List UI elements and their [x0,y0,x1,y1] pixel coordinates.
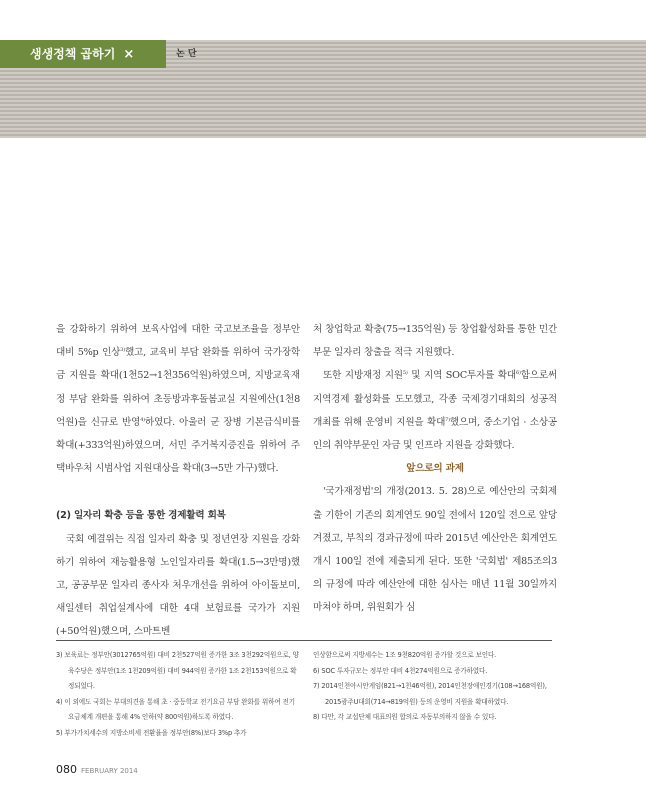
page-number: 080 [56,763,77,776]
footnote-divider [56,640,552,641]
footnote-7: 7) 2014인천아시안게임(821→1천46억원), 2014인천장애인경기(108→168억원), 2015광주U대회(714→819억원) 등의 운영비 지원을 확대하였다. [313,682,547,706]
footnotes-left [56,648,300,742]
footnote-ref-3: 3) [120,347,125,354]
issue-label: FEBRUARY 2014 [81,767,138,775]
footnote-5: 5) 부가가치세수의 지방소비세 전환율을 정부안(8%)보다 3%p 추가 [56,728,247,737]
left-paragraph-2: 국회 예결위는 직접 일자리 확충 및 정년연장 지원을 강화하기 위하여 재능활용형 노인일자리를 확대(1.5→3만명)했고, 공공부문 일자리 종사자 처우개선을 위하여 아이돌보미, 새일센터 취업설계사에 대한 4대 보험료를 국가가 지원(+50억원)했으며, 스마트벤 [56,533,300,638]
multiply-icon: × [123,47,135,62]
footnote-ref-6: 6) [515,370,521,377]
footnote-3: 3) 보육료는 정부안(3012765억원) 대비 2천527억원 증가한 3조 3천292억원으로, 양육수당은 정부안(1조 1천209억원) 대비 944억원 증가한 1조 2천153억원으로 확정되었다. [56,651,299,691]
right-paragraph-3: '국가재정법'의 개정(2013. 5. 28)으로 예산안의 국회제출 기한이 기존의 회계연도 90일 전에서 120일 전으로 앞당겨졌고, 부칙의 경과규정에 따라 2015년 예산안은 회계연도 개시 100일 전에 제출되게 된다. 또한 '국회법' 제85조의3의 규정에 따라 예산안에 대한 심사는 매년 11월 30일까지 마쳐야 하며, 위원회가 심 [313,486,557,614]
footnote-ref-7: 7) [445,416,450,423]
right-paragraph-1: 처 창업학교 확충(75→135억원) 등 창업활성화를 통한 민간부문 일자리 창출을 적극 지원했다. [313,324,557,359]
series-title: 생생정책 곱하기 [30,47,116,61]
left-subheading: (2) 일자리 확충 등을 통한 경제활력 회복 [56,510,226,522]
left-column [56,318,300,644]
footnote-ref-5: 5) [402,370,408,377]
footnote-ref-4: 4) [140,416,145,423]
page-footer [56,758,138,777]
left-paragraph-1: 을 강화하기 위하여 보육사업에 대한 국고보조율을 정부안 대비 5%p 인상$^{3)}$했고, 교육비 부담 완화를 위하여 국가장학금 지원을 확대(1천52→1천356억원)하였으며, 지방교육재정 부담 완화를 위하여 초등방과후돌봄교실 지원예산(1천8억원)을 신규로 반영$^{4)}$하였다. 아울러 군 장병 기본급식비를 확대(+333억원)하였으며, 서민 주거복지증진을 위하여 주택바우처 시범사업 지원대상을 확대(3→5만 가구)했다. [56,324,301,475]
right-paragraph-2: 또한 지방재정 지원$^{5)}$ 및 지역 SOC투자를 확대$^{6)}$함으로써 지역경제 활성화를 도모했고, 각종 국제경기대회의 성공적 개최를 위해 운영비 지원을 확대$^{7)}$했으며, 중소기업 · 소상공인의 취약부문인 자금 및 인프라 지원을 강화했다. [313,370,557,452]
footnote-5-continued: 인상함으로써 지방세수는 1조 9천820억원 증가할 것으로 보인다. [313,651,497,659]
series-title-tab [0,40,166,68]
footnote-6: 6) SOC 투자규모는 정부안 대비 4천274억원으로 증가하였다. [313,666,488,675]
footnote-4: 4) 이 외에도 국회는 부대의견을 통해 초 · 중등학교 전기요금 부담 완화를 위하여 전기요금체계 개편을 통해 4% 인하(약 800억원)하도록 하였다. [56,697,295,722]
right-subheading: 앞으로의 과제 [406,463,464,475]
footnote-8: 8) 다만, 각 교섭단체 대표의원 합의로 자동부의하지 않을 수 있다. [313,713,497,722]
footnotes-right [313,648,557,726]
section-label: 논 단 [176,49,197,59]
right-column [313,318,557,620]
